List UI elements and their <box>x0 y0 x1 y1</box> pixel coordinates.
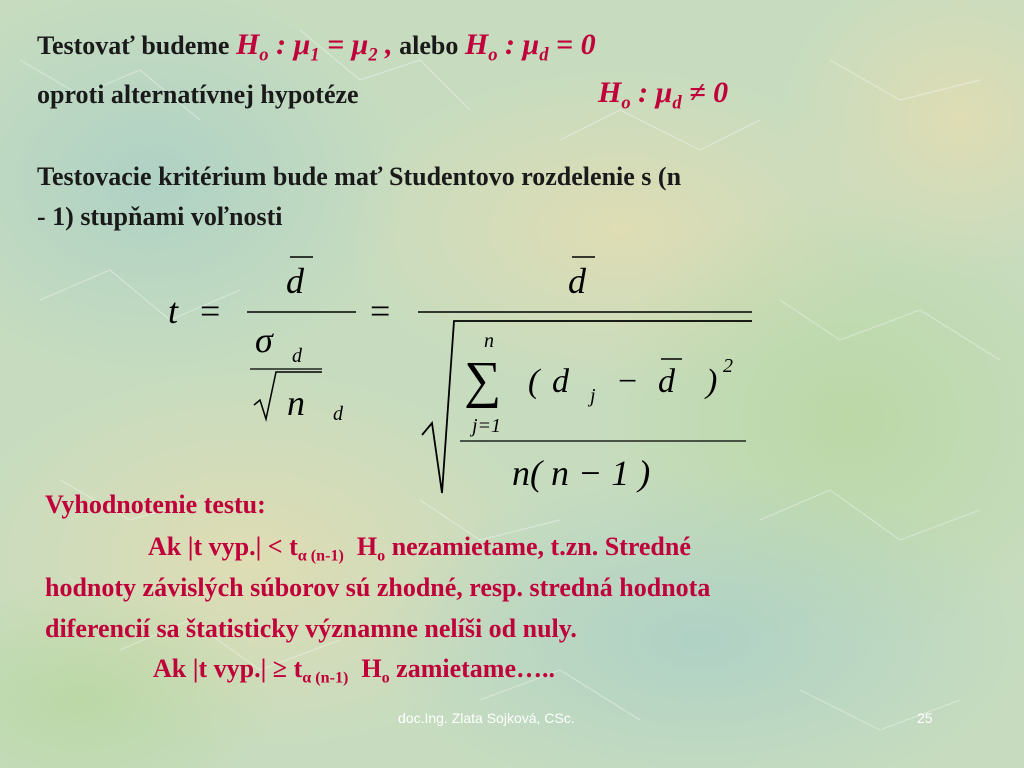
h0-colon-mu: : μ <box>268 28 311 61</box>
rule1-meaning: , t.zn. Stredné <box>537 532 691 561</box>
mu1-subscript: 1 <box>310 44 320 66</box>
hypothesis-intro-text: Testovať budeme <box>37 31 230 60</box>
rule2-condition: Ak |t vyp.| ≥ t <box>153 654 303 683</box>
sum-upper-limit: n <box>484 330 494 352</box>
rule1-h: H <box>356 532 378 561</box>
null-hypothesis-means <box>235 28 393 66</box>
h0b-subscript: o <box>488 44 498 66</box>
mud-subscript: d <box>539 44 549 66</box>
not-equal-zero: ≠ 0 <box>681 76 729 109</box>
equals-zero: = 0 <box>548 28 596 61</box>
formula-t: t <box>168 291 179 331</box>
h0b-symbol: H <box>464 28 489 61</box>
sum-lower-limit: j=1 <box>472 415 502 437</box>
formula-dj: d <box>552 363 569 400</box>
formula-n-sub: d <box>333 403 343 425</box>
rule1-alpha: α <box>297 547 307 565</box>
formula-sigma-sub: d <box>292 345 302 367</box>
rule-explanation-2: diferencií sa štatisticky významne nelíši od nuly. <box>45 614 577 643</box>
comma: , <box>377 28 393 61</box>
formula-n: n <box>287 383 305 423</box>
rule2-h: H <box>361 654 382 683</box>
formula-minus: − <box>618 363 638 400</box>
evaluation-title: Vyhodnotenie testu: <box>45 490 266 519</box>
h1-subscript: o <box>621 92 631 114</box>
formula-dbar-3: d <box>658 363 675 400</box>
formula-dbar-1: d <box>286 261 304 301</box>
h0-subscript: o <box>259 44 269 66</box>
footer-author: doc.Ing. Zlata Sojková, CSc. <box>398 710 575 726</box>
rule2-df: (n-1) <box>311 669 349 687</box>
h1-mu-subscript: d <box>672 92 682 114</box>
formula-equals-2: = <box>370 291 391 331</box>
t-statistic-formula <box>150 245 770 500</box>
alt-hypothesis-label: oproti alternatívnej hypotéze <box>37 80 359 109</box>
rule-reject <box>153 654 555 688</box>
formula-equals-1: = <box>200 291 221 331</box>
alternative-hypothesis <box>598 76 728 115</box>
mu2-subscript: 2 <box>368 44 378 66</box>
null-hypothesis-diff <box>464 28 596 66</box>
rule-explanation-1: hodnoty závislých súborov sú zhodné, resp. stredná hodnota <box>45 573 711 602</box>
rule1-h-sub: o <box>377 547 386 565</box>
or-text: alebo <box>399 31 459 60</box>
rule1-condition: Ak |t vyp.| < t <box>148 532 298 561</box>
h1-symbol: H <box>598 76 622 109</box>
h0b-colon-mu: : μ <box>497 28 540 61</box>
sum-symbol: ∑ <box>464 352 502 409</box>
rule1-df: (n-1) <box>306 547 344 565</box>
rule-not-reject <box>148 532 691 566</box>
formula-denominator: n( n − 1 ) <box>512 453 651 493</box>
rule1-verdict: nezamietame <box>385 532 538 561</box>
rule2-h-sub: o <box>381 669 390 687</box>
formula-close-paren: ) <box>706 363 718 400</box>
rule2-alpha: α <box>302 669 312 687</box>
hypothesis-line-1 <box>37 28 596 67</box>
h0-symbol: H <box>235 28 260 61</box>
criterion-line-1: Testovacie kritérium bude mať Studentovo rozdelenie s (n <box>37 162 682 191</box>
formula-dbar-2: d <box>568 261 586 301</box>
formula-j-sub: j <box>590 385 596 407</box>
equals-mu: = μ <box>319 28 369 61</box>
h1-colon-mu: : μ <box>630 76 673 109</box>
formula-open-paren: ( <box>528 363 540 400</box>
formula-sigma: σ <box>255 320 273 360</box>
rule2-verdict: zamietame….. <box>389 654 555 683</box>
criterion-line-2: - 1) stupňami voľnosti <box>37 202 283 231</box>
slide-number: 25 <box>917 710 933 726</box>
formula-square: 2 <box>723 355 733 377</box>
